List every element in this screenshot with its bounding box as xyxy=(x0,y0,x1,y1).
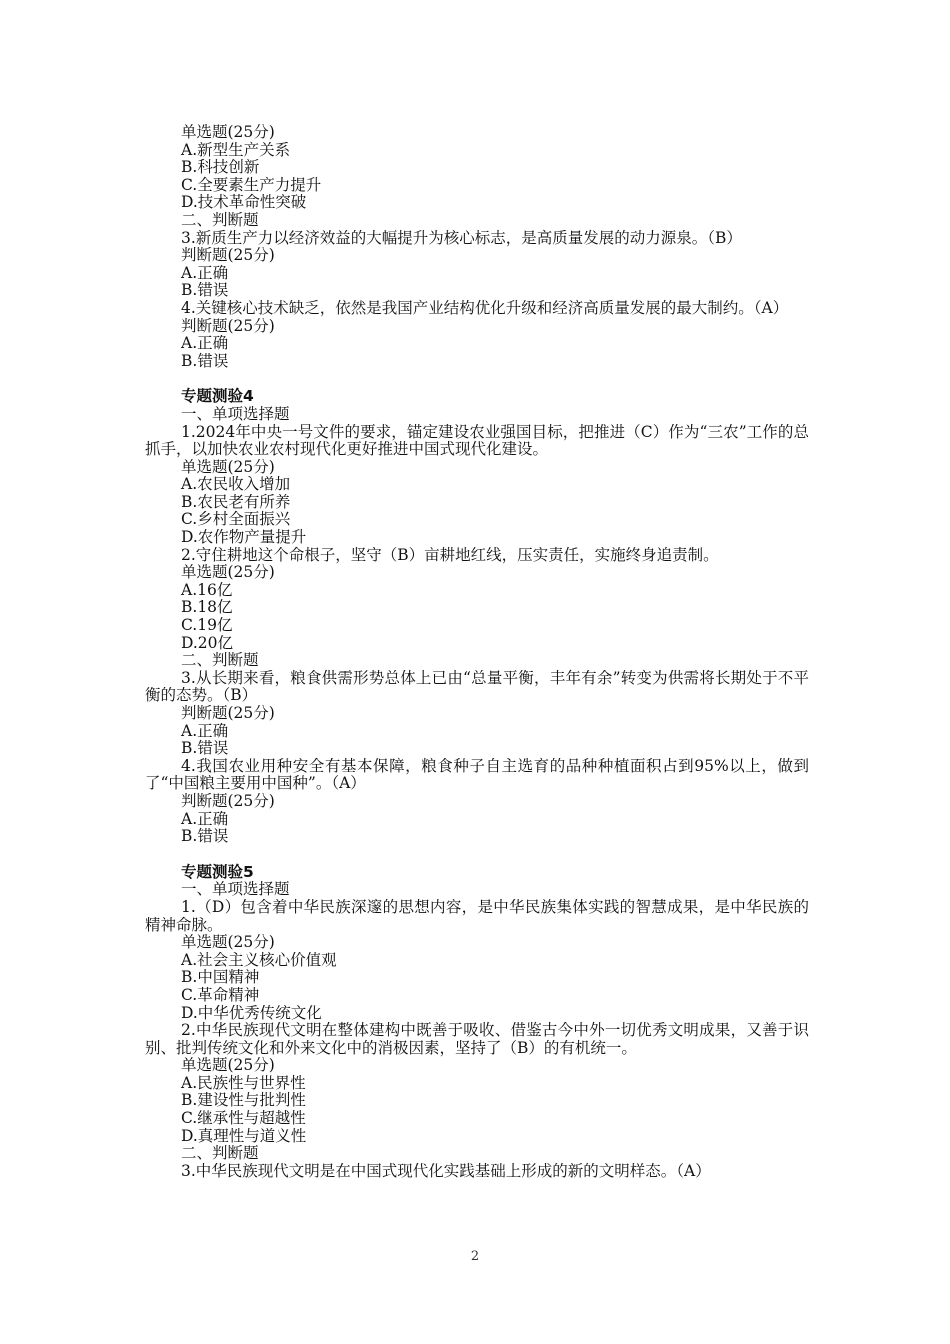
page-number: 2 xyxy=(470,1249,480,1264)
question-type: 判断题(25分) xyxy=(181,246,275,265)
option-a: A.正确 xyxy=(181,809,229,828)
option-d: D.中华优秀传统文化 xyxy=(181,1003,322,1022)
option-b: B.18亿 xyxy=(181,598,233,617)
option-c: C.革命精神 xyxy=(181,985,260,1004)
option-d: D.农作物产量提升 xyxy=(181,528,307,547)
section-type-single-choice: 一、单项选择题 xyxy=(181,404,290,423)
question-text: 1.2024年中央一号文件的要求，锚定建设农业强国目标，把推进（C）作为“三农”工作的总抓手，以加快农业农村现代化更好推进中国式现代化建设。 xyxy=(145,422,809,459)
option-b: B.错误 xyxy=(181,827,229,846)
option-b: B.错误 xyxy=(181,351,229,370)
option-d: D.技术革命性突破 xyxy=(181,193,307,212)
question-text: 2.守住耕地这个命根子，坚守（B）亩耕地红线，压实责任，实施终身追责制。 xyxy=(181,545,719,564)
option-c: C.继承性与超越性 xyxy=(181,1109,306,1128)
option-a: A.新型生产关系 xyxy=(181,140,291,159)
option-a: A.16亿 xyxy=(181,580,233,599)
question-text: 1.（D）包含着中华民族深邃的思想内容，是中华民族集体实践的智慧成果，是中华民族的精神命脉。 xyxy=(145,897,809,934)
option-d: D.真理性与道义性 xyxy=(181,1126,307,1145)
question-type: 判断题(25分) xyxy=(181,704,275,722)
option-d: D.20亿 xyxy=(181,633,234,652)
option-c: C.乡村全面振兴 xyxy=(181,510,291,529)
option-a: A.民族性与世界性 xyxy=(181,1073,306,1092)
question-type: 判断题(25分) xyxy=(181,791,275,810)
question-text: 4.关键核心技术缺乏，依然是我国产业结构优化升级和经济高质量发展的最大制约。（A） xyxy=(181,298,789,317)
document-body xyxy=(145,124,809,1180)
question-text: 3.新质生产力以经济效益的大幅提升为核心标志，是高质量发展的动力源泉。（B） xyxy=(181,228,742,247)
section-type-judgement: 二、判断题 xyxy=(181,210,259,229)
option-b: B.科技创新 xyxy=(181,158,260,177)
section-type-judgement: 二、判断题 xyxy=(181,1144,259,1163)
option-b: B.错误 xyxy=(181,281,229,300)
question-type: 单选题(25分) xyxy=(181,123,275,141)
question-type: 单选题(25分) xyxy=(181,933,275,952)
option-a: A.正确 xyxy=(181,334,229,353)
section-type-single-choice: 一、单项选择题 xyxy=(181,880,290,899)
question-text: 4.我国农业用种安全有基本保障，粮食种子自主选育的品种种植面积占到95%以上，做到了“中国粮主要用中国种”。（A） xyxy=(145,756,809,793)
question-type: 单选题(25分) xyxy=(181,1056,275,1075)
option-a: A.社会主义核心价值观 xyxy=(181,950,337,969)
question-type: 判断题(25分) xyxy=(181,316,275,335)
question-text: 3.中华民族现代文明是在中国式现代化实践基础上形成的新的文明样态。（A） xyxy=(181,1161,711,1180)
option-a: A.正确 xyxy=(181,263,229,282)
question-type: 单选题(25分) xyxy=(181,563,275,582)
option-c: C.19亿 xyxy=(181,616,233,635)
option-b: B.建设性与批判性 xyxy=(181,1091,306,1110)
question-text: 2.中华民族现代文明在整体建构中既善于吸收、借鉴古今中外一切优秀文明成果，又善于识别、批判传统文化和外来文化中的消极因素，坚持了（B）的有机统一。 xyxy=(145,1021,809,1057)
section-title-5: 专题测验5 xyxy=(181,862,254,881)
question-type: 单选题(25分) xyxy=(181,457,275,476)
option-b: B.农民老有所养 xyxy=(181,492,291,511)
option-c: C.全要素生产力提升 xyxy=(181,175,322,194)
option-b: B.错误 xyxy=(181,739,229,758)
option-a: A.农民收入增加 xyxy=(181,475,291,494)
question-text: 3.从长期来看，粮食供需形势总体上已由“总量平衡，丰年有余”转变为供需将长期处于不平衡的态势。（B） xyxy=(145,668,809,705)
option-a: A.正确 xyxy=(181,721,229,740)
section-title-4: 专题测验4 xyxy=(181,387,254,406)
option-b: B.中国精神 xyxy=(181,968,260,987)
section-type-judgement: 二、判断题 xyxy=(181,651,259,670)
